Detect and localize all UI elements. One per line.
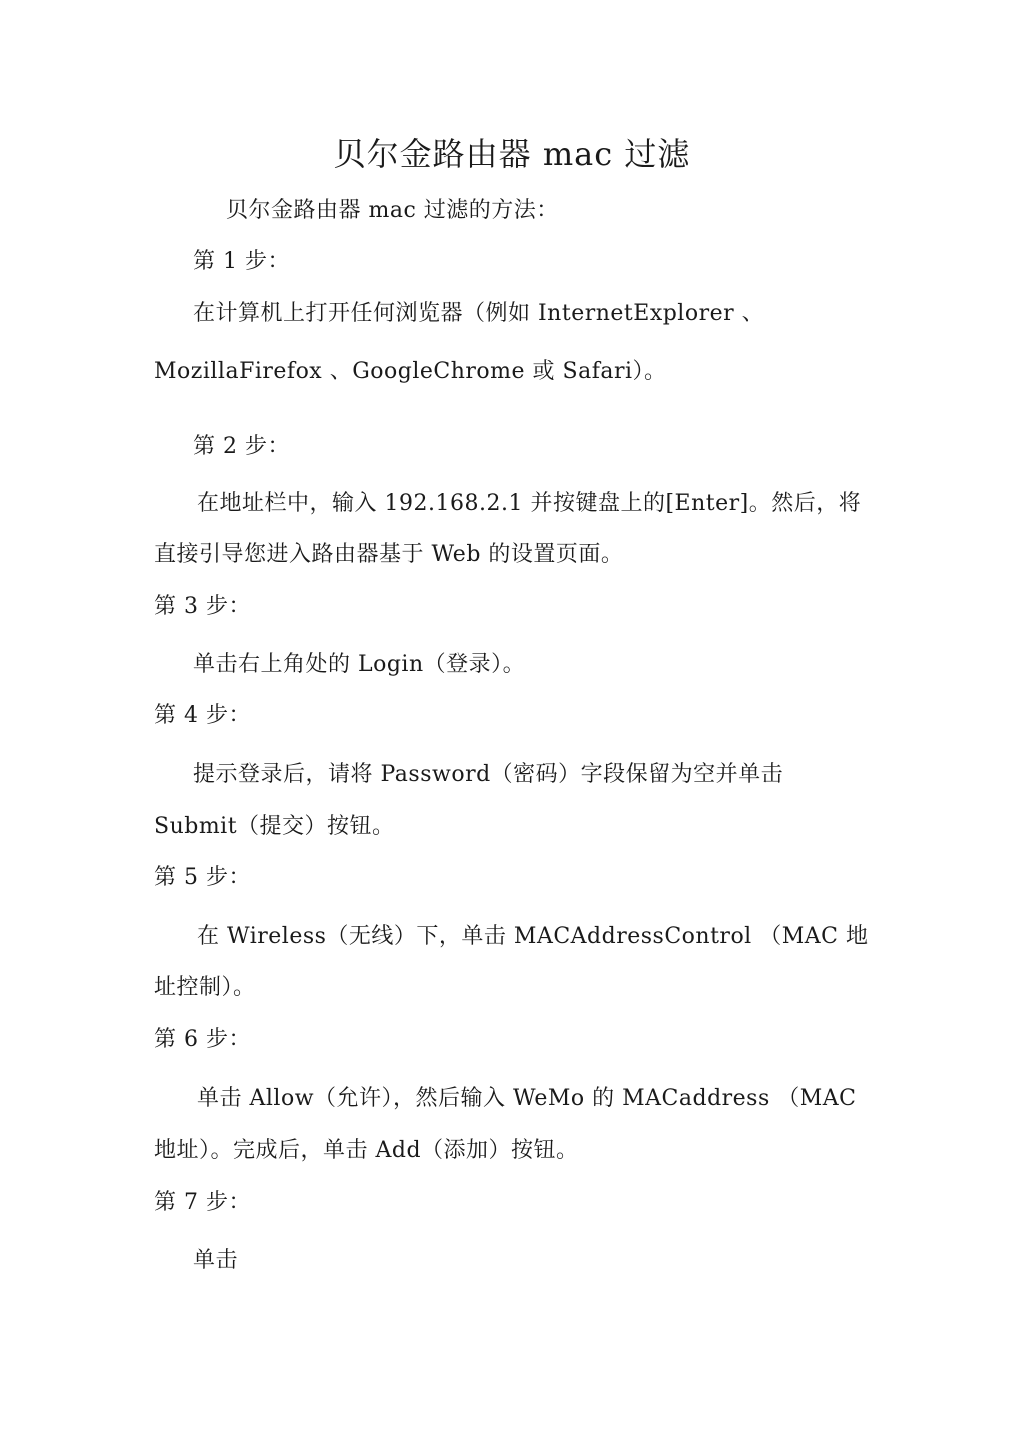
step-heading: 第 3 步： xyxy=(154,594,251,619)
step-text: 单击 Allow（允许），然后输入 WeMo 的 MACaddress （MAC xyxy=(197,1086,857,1111)
document-title: 贝尔金路由器 mac 过滤 xyxy=(333,135,691,173)
step-text: 在 Wireless（无线）下，单击 MACAddressControl （MAC 地 xyxy=(197,924,869,949)
step-heading: 第 6 步： xyxy=(154,1027,251,1052)
step-heading: 第 4 步： xyxy=(154,703,251,728)
step-text: 直接引导您进入路由器基于 Web 的设置页面。 xyxy=(154,542,624,567)
step-text: 在计算机上打开任何浏览器（例如 InternetExplorer 、 xyxy=(193,301,765,326)
step-heading: 第 1 步： xyxy=(193,249,290,274)
step-heading: 第 7 步： xyxy=(154,1190,251,1215)
step-text: 在地址栏中，输入 192.168.2.1 并按键盘上的[Enter]。然后，将 xyxy=(197,491,862,516)
step-text: 单击 xyxy=(193,1248,239,1273)
step-text: 地址）。完成后，单击 Add（添加）按钮。 xyxy=(154,1138,579,1163)
step-text: Submit（提交）按钮。 xyxy=(154,814,395,839)
step-heading: 第 2 步： xyxy=(193,434,290,459)
step-text: 提示登录后，请将 Password（密码）字段保留为空并单击 xyxy=(193,762,784,787)
step-text: 单击右上角处的 Login（登录）。 xyxy=(193,652,526,677)
document-subtitle: 贝尔金路由器 mac 过滤的方法： xyxy=(226,198,559,223)
step-text: 址控制）。 xyxy=(154,975,256,1000)
step-heading: 第 5 步： xyxy=(154,865,251,890)
step-text: MozillaFirefox 、GoogleChrome 或 Safari）。 xyxy=(154,359,667,384)
